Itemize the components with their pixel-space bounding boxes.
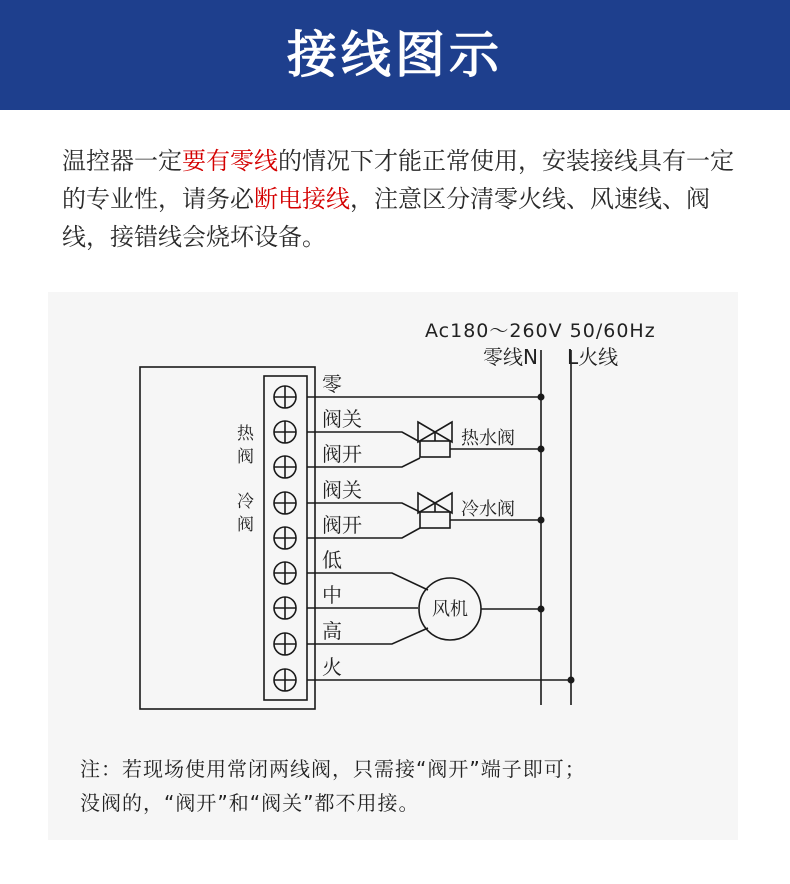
screw-icon (274, 633, 296, 655)
hot-valve-group-label: 热阀 (233, 424, 253, 470)
fan-label: 风机 (432, 599, 468, 620)
screw-icon (274, 562, 296, 584)
terminal-label: 低 (322, 548, 342, 572)
screw-icon (274, 456, 296, 478)
live-label: L火线 (567, 345, 619, 369)
cold-valve-group-label: 冷阀 (233, 492, 253, 538)
note-line-2: 没阀的，“阀开”和“阀关”都不用接。 (80, 791, 420, 815)
note-line-1: 注：若现场使用常闭两线阀，只需接“阀开”端子即可； (80, 757, 586, 781)
terminal-label: 零 (322, 372, 342, 396)
screw-icon (274, 527, 296, 549)
intro-text-1: 温控器一定 (62, 147, 182, 175)
note (80, 752, 740, 820)
hot-valve-coil (420, 441, 450, 457)
terminal-label: 阀关 (322, 407, 362, 431)
screw-icon (274, 421, 296, 443)
screw-icon (274, 386, 296, 408)
terminal-label: 阀关 (322, 478, 362, 502)
wire-cold-close (307, 503, 420, 512)
terminal-label: 中 (322, 583, 342, 607)
neutral-label: 零线N (483, 345, 538, 369)
screw-icon (274, 597, 296, 619)
terminal-screws (274, 386, 296, 691)
supply-label: Ac180～260V 50/60Hz (425, 320, 656, 342)
intro-highlight-power-off: 断电接线 (254, 185, 350, 213)
cold-valve-label: 冷水阀 (461, 499, 515, 520)
page-title: 接线图示 (287, 26, 503, 84)
terminal-label: 阀开 (322, 513, 362, 537)
hot-valve-label: 热水阀 (461, 428, 515, 449)
screw-icon (274, 669, 296, 691)
intro-highlight-neutral: 要有零线 (182, 147, 278, 175)
terminal-label: 火 (322, 655, 342, 679)
cold-valve-coil (420, 512, 450, 528)
intro-text-2: 的情况下才能正常使用，安装接线具有一定的专业性，请务必 (62, 147, 734, 213)
screw-icon (274, 492, 296, 514)
wire-hot-close (307, 432, 420, 442)
terminal-label: 高 (322, 619, 342, 643)
intro-text-3: ，注意区分清零火线、风速线、阀线，接错线会烧坏设备。 (62, 185, 710, 251)
terminal-label: 阀开 (322, 442, 362, 466)
